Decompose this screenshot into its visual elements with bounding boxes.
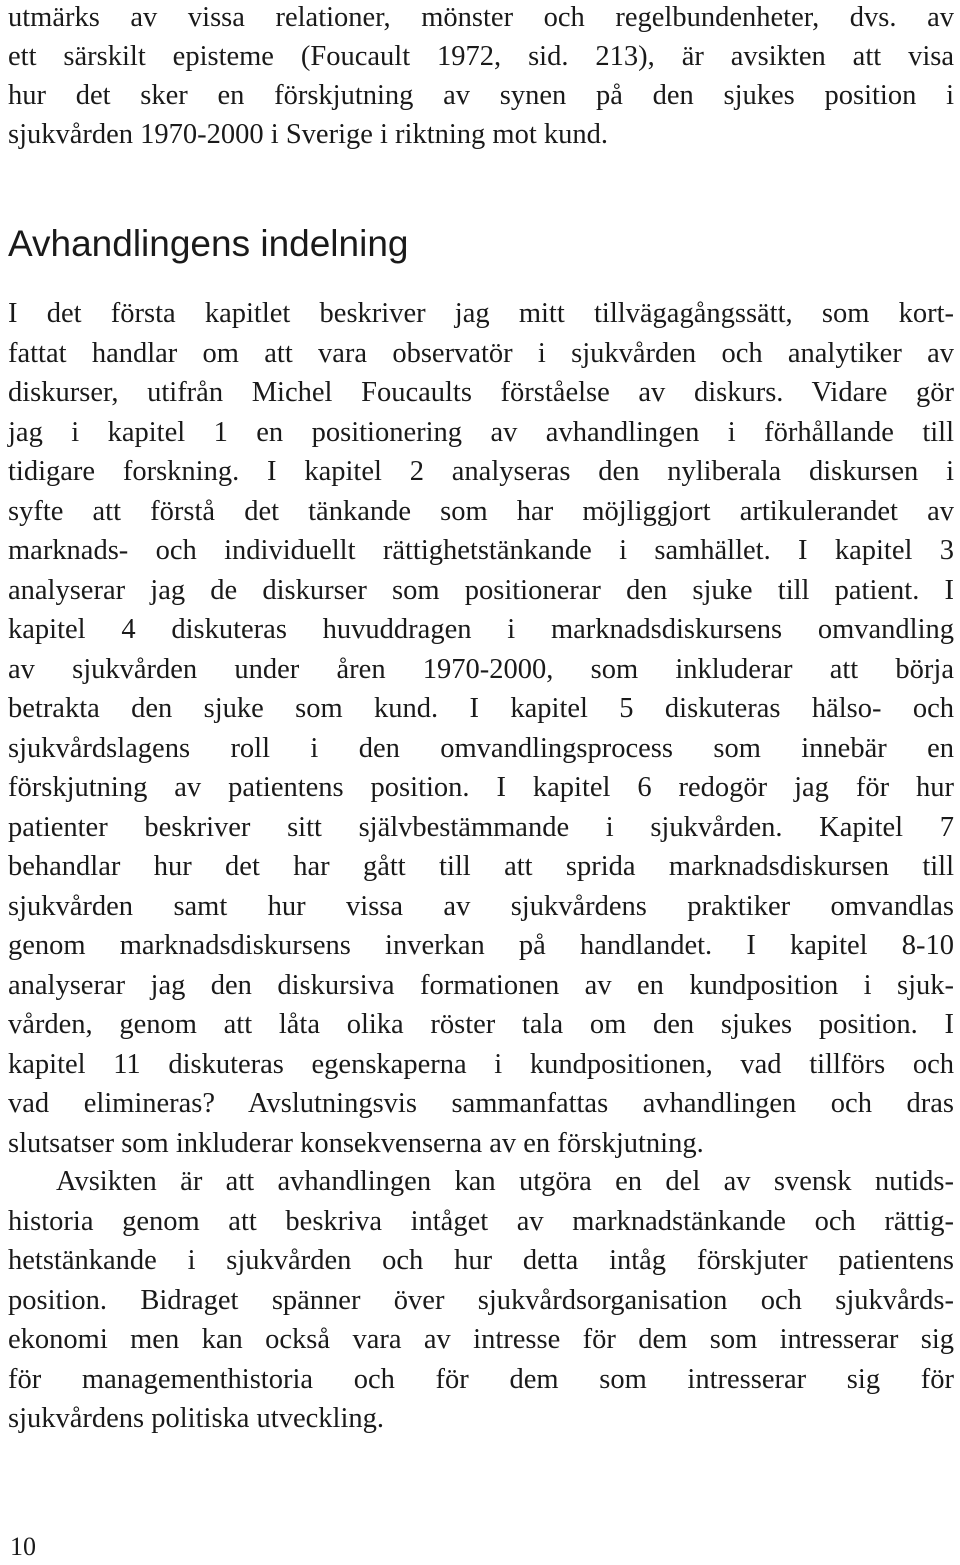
text-line: för managementhistoria och för dem som intresserar sig för xyxy=(8,1363,954,1395)
text-line: vården, genom att låta olika röster tala om den sjukes position. I xyxy=(8,1009,954,1040)
text-line: förskjutning av patientens position. I kapitel 6 redogör jag för hur xyxy=(8,772,954,803)
text-line: marknads- och individuellt rättighetstänkande i samhället. I kapitel 3 xyxy=(8,535,954,566)
text-line: slutsatser som inkluderar konsekvenserna av en förskjutning. xyxy=(8,1127,704,1159)
text-line: position. Bidraget spänner över sjukvårdsorganisation och sjukvårds- xyxy=(8,1284,954,1316)
text-line: Avsikten är att avhandlingen kan utgöra en del av svensk nutids- xyxy=(56,1166,954,1197)
text-line: jag i kapitel 1 en positionering av avhandlingen i förhållande till xyxy=(8,416,954,448)
text-line: syfte att förstå det tänkande som har möjliggjort artikulerandet av xyxy=(8,495,954,527)
text-line: av sjukvården under åren 1970-2000, som inkluderar att börja xyxy=(8,653,954,685)
text-line: tidigare forskning. I kapitel 2 analyseras den nyliberala diskursen i xyxy=(8,456,954,487)
text-line: sjukvården samt hur vissa av sjukvårdens praktiker omvandlas xyxy=(8,890,954,922)
section-heading: Avhandlingens indelning xyxy=(8,223,409,264)
text-line: kapitel 11 diskuteras egenskaperna i kundpositionen, vad tillförs och xyxy=(8,1048,954,1080)
text-line: diskurser, utifrån Michel Foucaults förståelse av diskurs. Vidare gör xyxy=(8,377,954,408)
text-line: sjukvården 1970-2000 i Sverige i riktning mot kund. xyxy=(8,119,609,150)
text-line: behandlar hur det har gått till att sprida marknadsdiskursen till xyxy=(8,851,954,882)
page-number: 10 xyxy=(10,1532,36,1561)
text-line: kapitel 4 diskuteras huvuddragen i marknadsdiskursens omvandling xyxy=(8,614,954,645)
text-line: betrakta den sjuke som kund. I kapitel 5 diskuteras hälso- och xyxy=(8,693,954,724)
text-line: sjukvårdslagens roll i den omvandlingsprocess som innebär en xyxy=(8,732,954,764)
text-line: vad elimineras? Avslutningsvis sammanfattas avhandlingen och dras xyxy=(8,1088,954,1119)
text-line: utmärks av vissa relationer, mönster och regelbundenheter, dvs. av xyxy=(8,2,954,33)
text-line: fattat handlar om att vara observatör i sjukvården och analytiker av xyxy=(8,337,954,369)
text-line: ekonomi men kan också vara av intresse för dem som intresserar sig xyxy=(8,1324,954,1355)
text-line: analyserar jag de diskurser som positionerar den sjuke till patient. I xyxy=(8,574,954,606)
text-line: sjukvårdens politiska utveckling. xyxy=(8,1403,384,1434)
text-line: analyserar jag den diskursiva formationen av en kundposition i sjuk- xyxy=(8,969,954,1001)
text-line: hur det sker en förskjutning av synen på den sjukes position i xyxy=(8,80,954,111)
text-line: I det första kapitlet beskriver jag mitt tillvägagångssätt, som kort- xyxy=(8,298,954,329)
text-line: hetstänkande i sjukvården och hur detta intåg förskjuter patientens xyxy=(8,1245,954,1276)
text-line: ett särskilt episteme (Foucault 1972, sid. 213), är avsikten att visa xyxy=(8,41,954,72)
text-line: historia genom att beskriva intåget av marknadstänkande och rättig- xyxy=(8,1205,954,1237)
text-line: genom marknadsdiskursens inverkan på handlandet. I kapitel 8-10 xyxy=(8,930,954,961)
text-line: patienter beskriver sitt självbestämmande i sjukvården. Kapitel 7 xyxy=(8,811,954,843)
